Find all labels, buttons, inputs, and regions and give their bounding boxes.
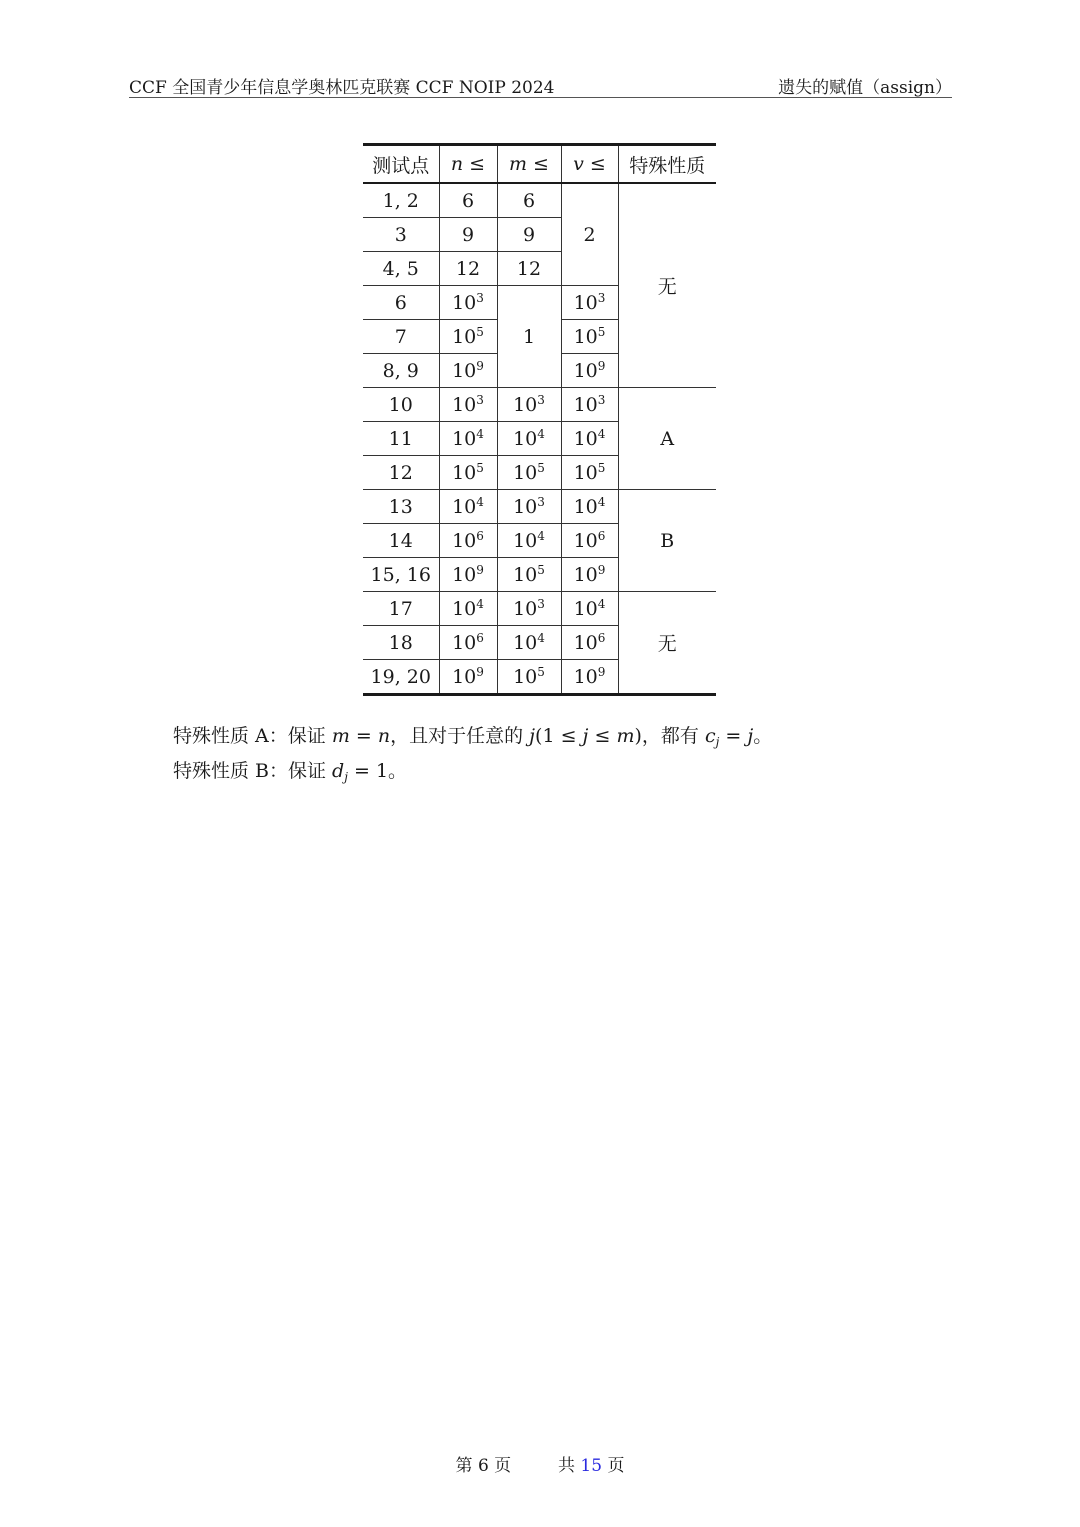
table-row [363, 592, 716, 626]
cell-n: $10^4$ [439, 422, 497, 456]
cell-m: $10^3$ [497, 592, 561, 626]
table-row [363, 388, 716, 422]
col-header-v: v ≤ [561, 145, 618, 184]
cell-n: $10^9$ [439, 660, 497, 695]
cell-n: 12 [439, 252, 497, 286]
cell-v: $10^3$ [561, 286, 618, 320]
cell-m: $10^4$ [497, 524, 561, 558]
cell-special-merged: A [618, 388, 716, 490]
cell-n: $10^6$ [439, 626, 497, 660]
cell-v: $10^5$ [561, 320, 618, 354]
col-header-n: n ≤ [439, 145, 497, 184]
total-pages-prefix: 共 [557, 1456, 575, 1476]
constraints-table [363, 143, 716, 696]
cell-v: $10^9$ [561, 558, 618, 592]
cell-testcase: 3 [363, 218, 439, 252]
col-header-special: 特殊性质 [618, 145, 716, 184]
cell-m: $10^5$ [497, 456, 561, 490]
cell-m: $10^5$ [497, 660, 561, 695]
special-property-a-note: 特殊性质 A：保证 m = n，且对于任意的 j(1 ≤ j ≤ m)，都有 $c_j = j$。 [173, 725, 773, 749]
cell-n: $10^9$ [439, 558, 497, 592]
cell-v: $10^3$ [561, 388, 618, 422]
cell-v: $10^9$ [561, 660, 618, 695]
cell-n: 6 [439, 183, 497, 218]
cell-n: $10^5$ [439, 320, 497, 354]
cell-v: $10^6$ [561, 626, 618, 660]
col-header-testcase: 测试点 [363, 145, 439, 184]
cell-m: $10^5$ [497, 558, 561, 592]
cell-n: $10^6$ [439, 524, 497, 558]
cell-n: $10^4$ [439, 592, 497, 626]
cell-m: $10^4$ [497, 626, 561, 660]
cell-n: $10^5$ [439, 456, 497, 490]
page-number: 第 6 页 [455, 1456, 512, 1476]
cell-n: $10^9$ [439, 354, 497, 388]
page-footer [0, 1451, 1080, 1476]
cell-testcase: 19, 20 [363, 660, 439, 695]
cell-v: $10^9$ [561, 354, 618, 388]
cell-special-merged: 无 [618, 592, 716, 695]
cell-v: $10^4$ [561, 422, 618, 456]
cell-n: $10^4$ [439, 490, 497, 524]
header-title: CCF 全国青少年信息学奥林匹克联赛 CCF NOIP 2024 [129, 78, 555, 98]
cell-testcase: 11 [363, 422, 439, 456]
cell-m: 9 [497, 218, 561, 252]
cell-v: $10^6$ [561, 524, 618, 558]
cell-m-merged: 1 [497, 286, 561, 388]
cell-testcase: 17 [363, 592, 439, 626]
cell-v: $10^5$ [561, 456, 618, 490]
header-rule [129, 97, 952, 98]
cell-testcase: 15, 16 [363, 558, 439, 592]
cell-testcase: 13 [363, 490, 439, 524]
cell-testcase: 8, 9 [363, 354, 439, 388]
table-row [363, 490, 716, 524]
cell-v-merged: 2 [561, 183, 618, 286]
cell-testcase: 10 [363, 388, 439, 422]
cell-v: $10^4$ [561, 592, 618, 626]
cell-special-merged: 无 [618, 183, 716, 388]
total-pages-link[interactable]: 15 [580, 1456, 603, 1476]
table-header-row [363, 145, 716, 184]
cell-testcase: 7 [363, 320, 439, 354]
cell-testcase: 1, 2 [363, 183, 439, 218]
cell-testcase: 6 [363, 286, 439, 320]
cell-m: $10^3$ [497, 388, 561, 422]
cell-testcase: 18 [363, 626, 439, 660]
cell-m: $10^4$ [497, 422, 561, 456]
table-row [363, 183, 716, 218]
cell-m: $10^3$ [497, 490, 561, 524]
cell-n: $10^3$ [439, 286, 497, 320]
cell-testcase: 4, 5 [363, 252, 439, 286]
header-problem-name: 遗失的赋值（assign） [778, 78, 952, 98]
cell-n: $10^3$ [439, 388, 497, 422]
cell-special-merged: B [618, 490, 716, 592]
cell-m: 12 [497, 252, 561, 286]
col-header-m: m ≤ [497, 145, 561, 184]
cell-testcase: 12 [363, 456, 439, 490]
cell-m: 6 [497, 183, 561, 218]
special-property-b-note: 特殊性质 B：保证 $d_j = 1$。 [173, 760, 408, 784]
cell-v: $10^4$ [561, 490, 618, 524]
cell-testcase: 14 [363, 524, 439, 558]
cell-n: 9 [439, 218, 497, 252]
total-pages-suffix: 页 [607, 1456, 625, 1476]
